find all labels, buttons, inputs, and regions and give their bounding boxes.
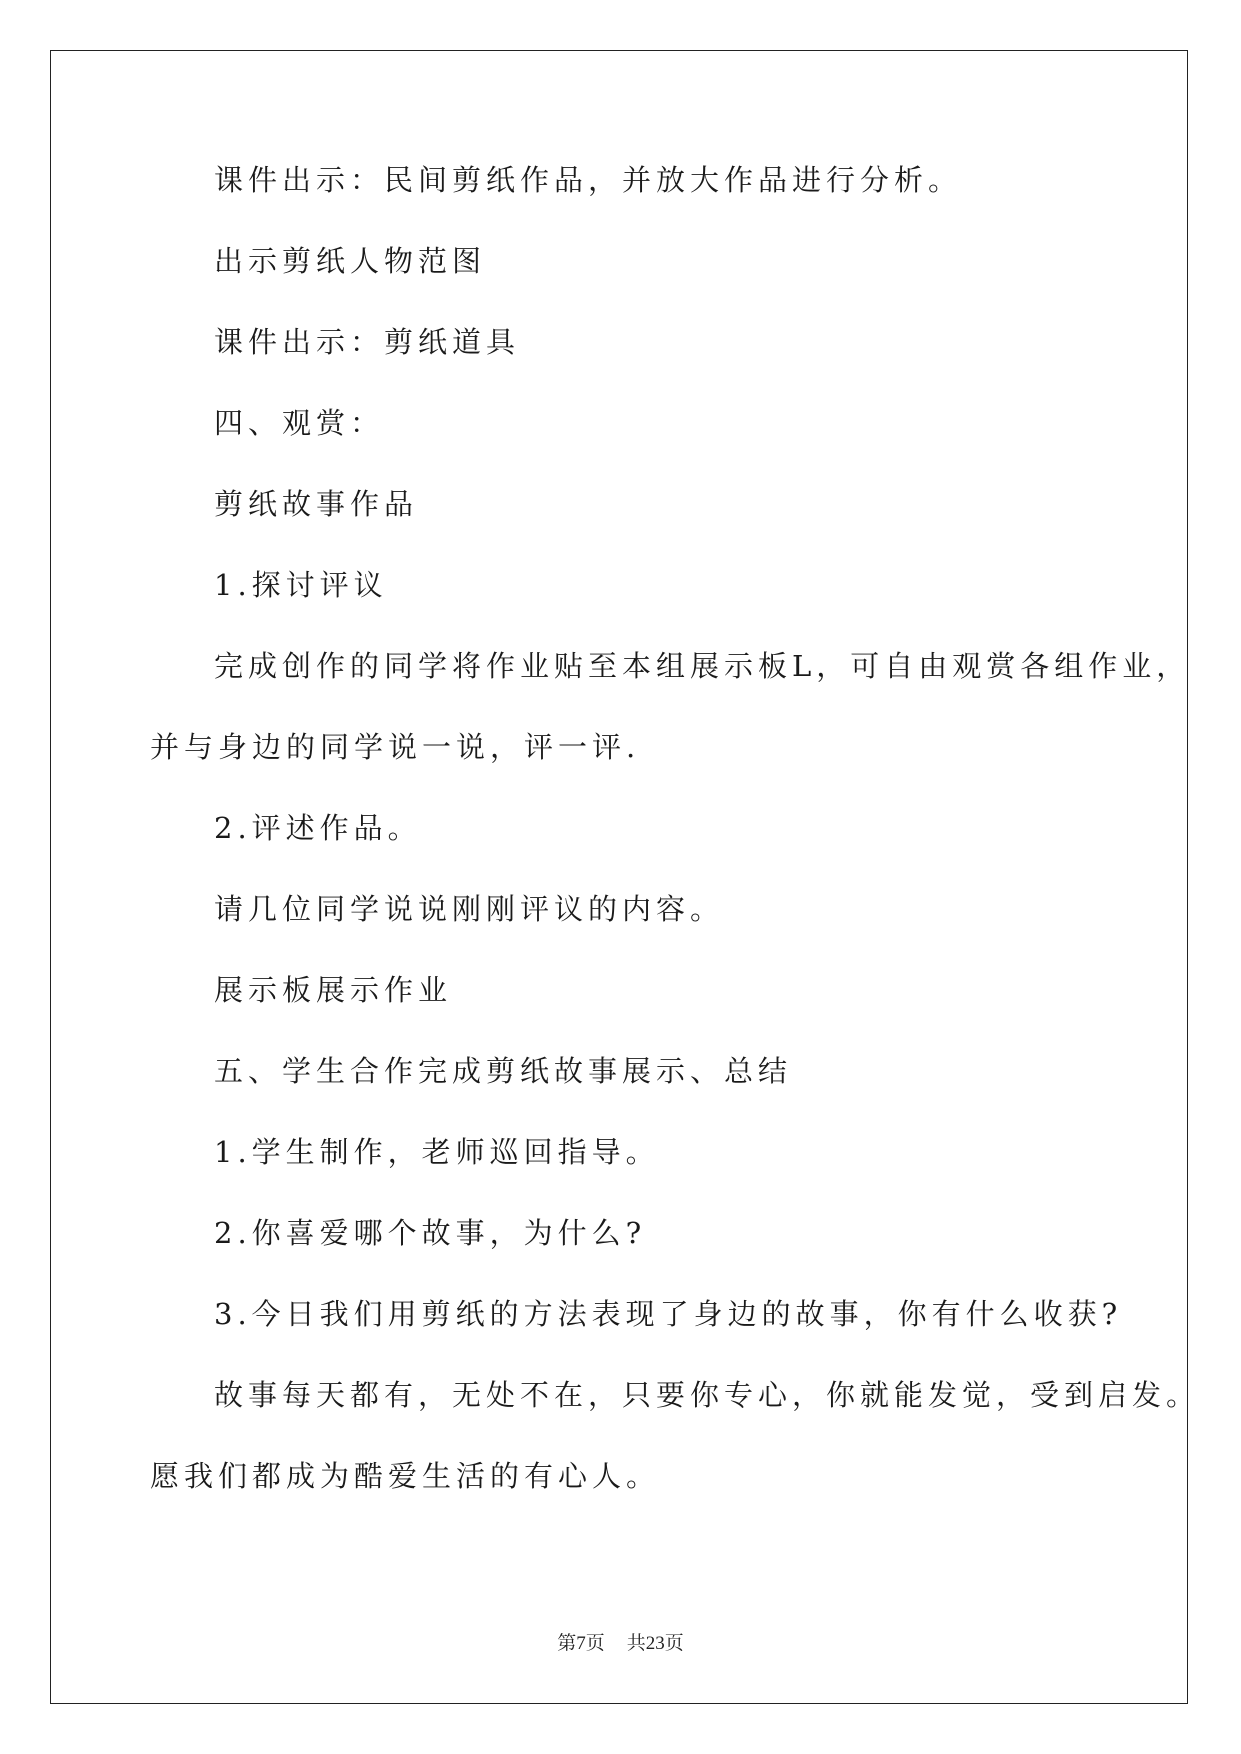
page-total: 共23页 (626, 1633, 684, 1654)
text-line: 3.今日我们用剪纸的方法表现了身边的故事，你有什么收获? (214, 1297, 1123, 1331)
text-line: 展示板展示作业 (214, 973, 453, 1007)
section-heading: 四、观赏： (214, 406, 385, 440)
text-line: 1.探讨评议 (214, 568, 388, 602)
page-number: 第7页 (557, 1633, 605, 1654)
text-line: 出示剪纸人物范图 (214, 244, 487, 278)
text-line: 2.你喜爱哪个故事，为什么? (214, 1216, 647, 1250)
text-line: 课件出示：民间剪纸作品，并放大作品进行分析。 (214, 163, 963, 197)
page-footer (0, 1628, 1241, 1655)
text-line: 剪纸故事作品 (214, 487, 419, 521)
document-body (150, 160, 1201, 1537)
text-line: 课件出示：剪纸道具 (214, 325, 521, 359)
text-line: 请几位同学说说刚刚评议的内容。 (214, 892, 725, 926)
text-line: 愿我们都成为酷爱生活的有心人。 (150, 1459, 661, 1493)
text-line: 2.评述作品。 (214, 811, 422, 845)
text-line: 并与身边的同学说一说，评一评. (150, 730, 641, 764)
text-line: 完成创作的同学将作业贴至本组展示板L，可自由观赏各组作业， (214, 649, 1191, 683)
text-line: 1.学生制作，老师巡回指导。 (214, 1135, 660, 1169)
text-line: 故事每天都有，无处不在，只要你专心，你就能发觉，受到启发。 (214, 1378, 1201, 1412)
section-heading: 五、学生合作完成剪纸故事展示、总结 (214, 1054, 793, 1088)
